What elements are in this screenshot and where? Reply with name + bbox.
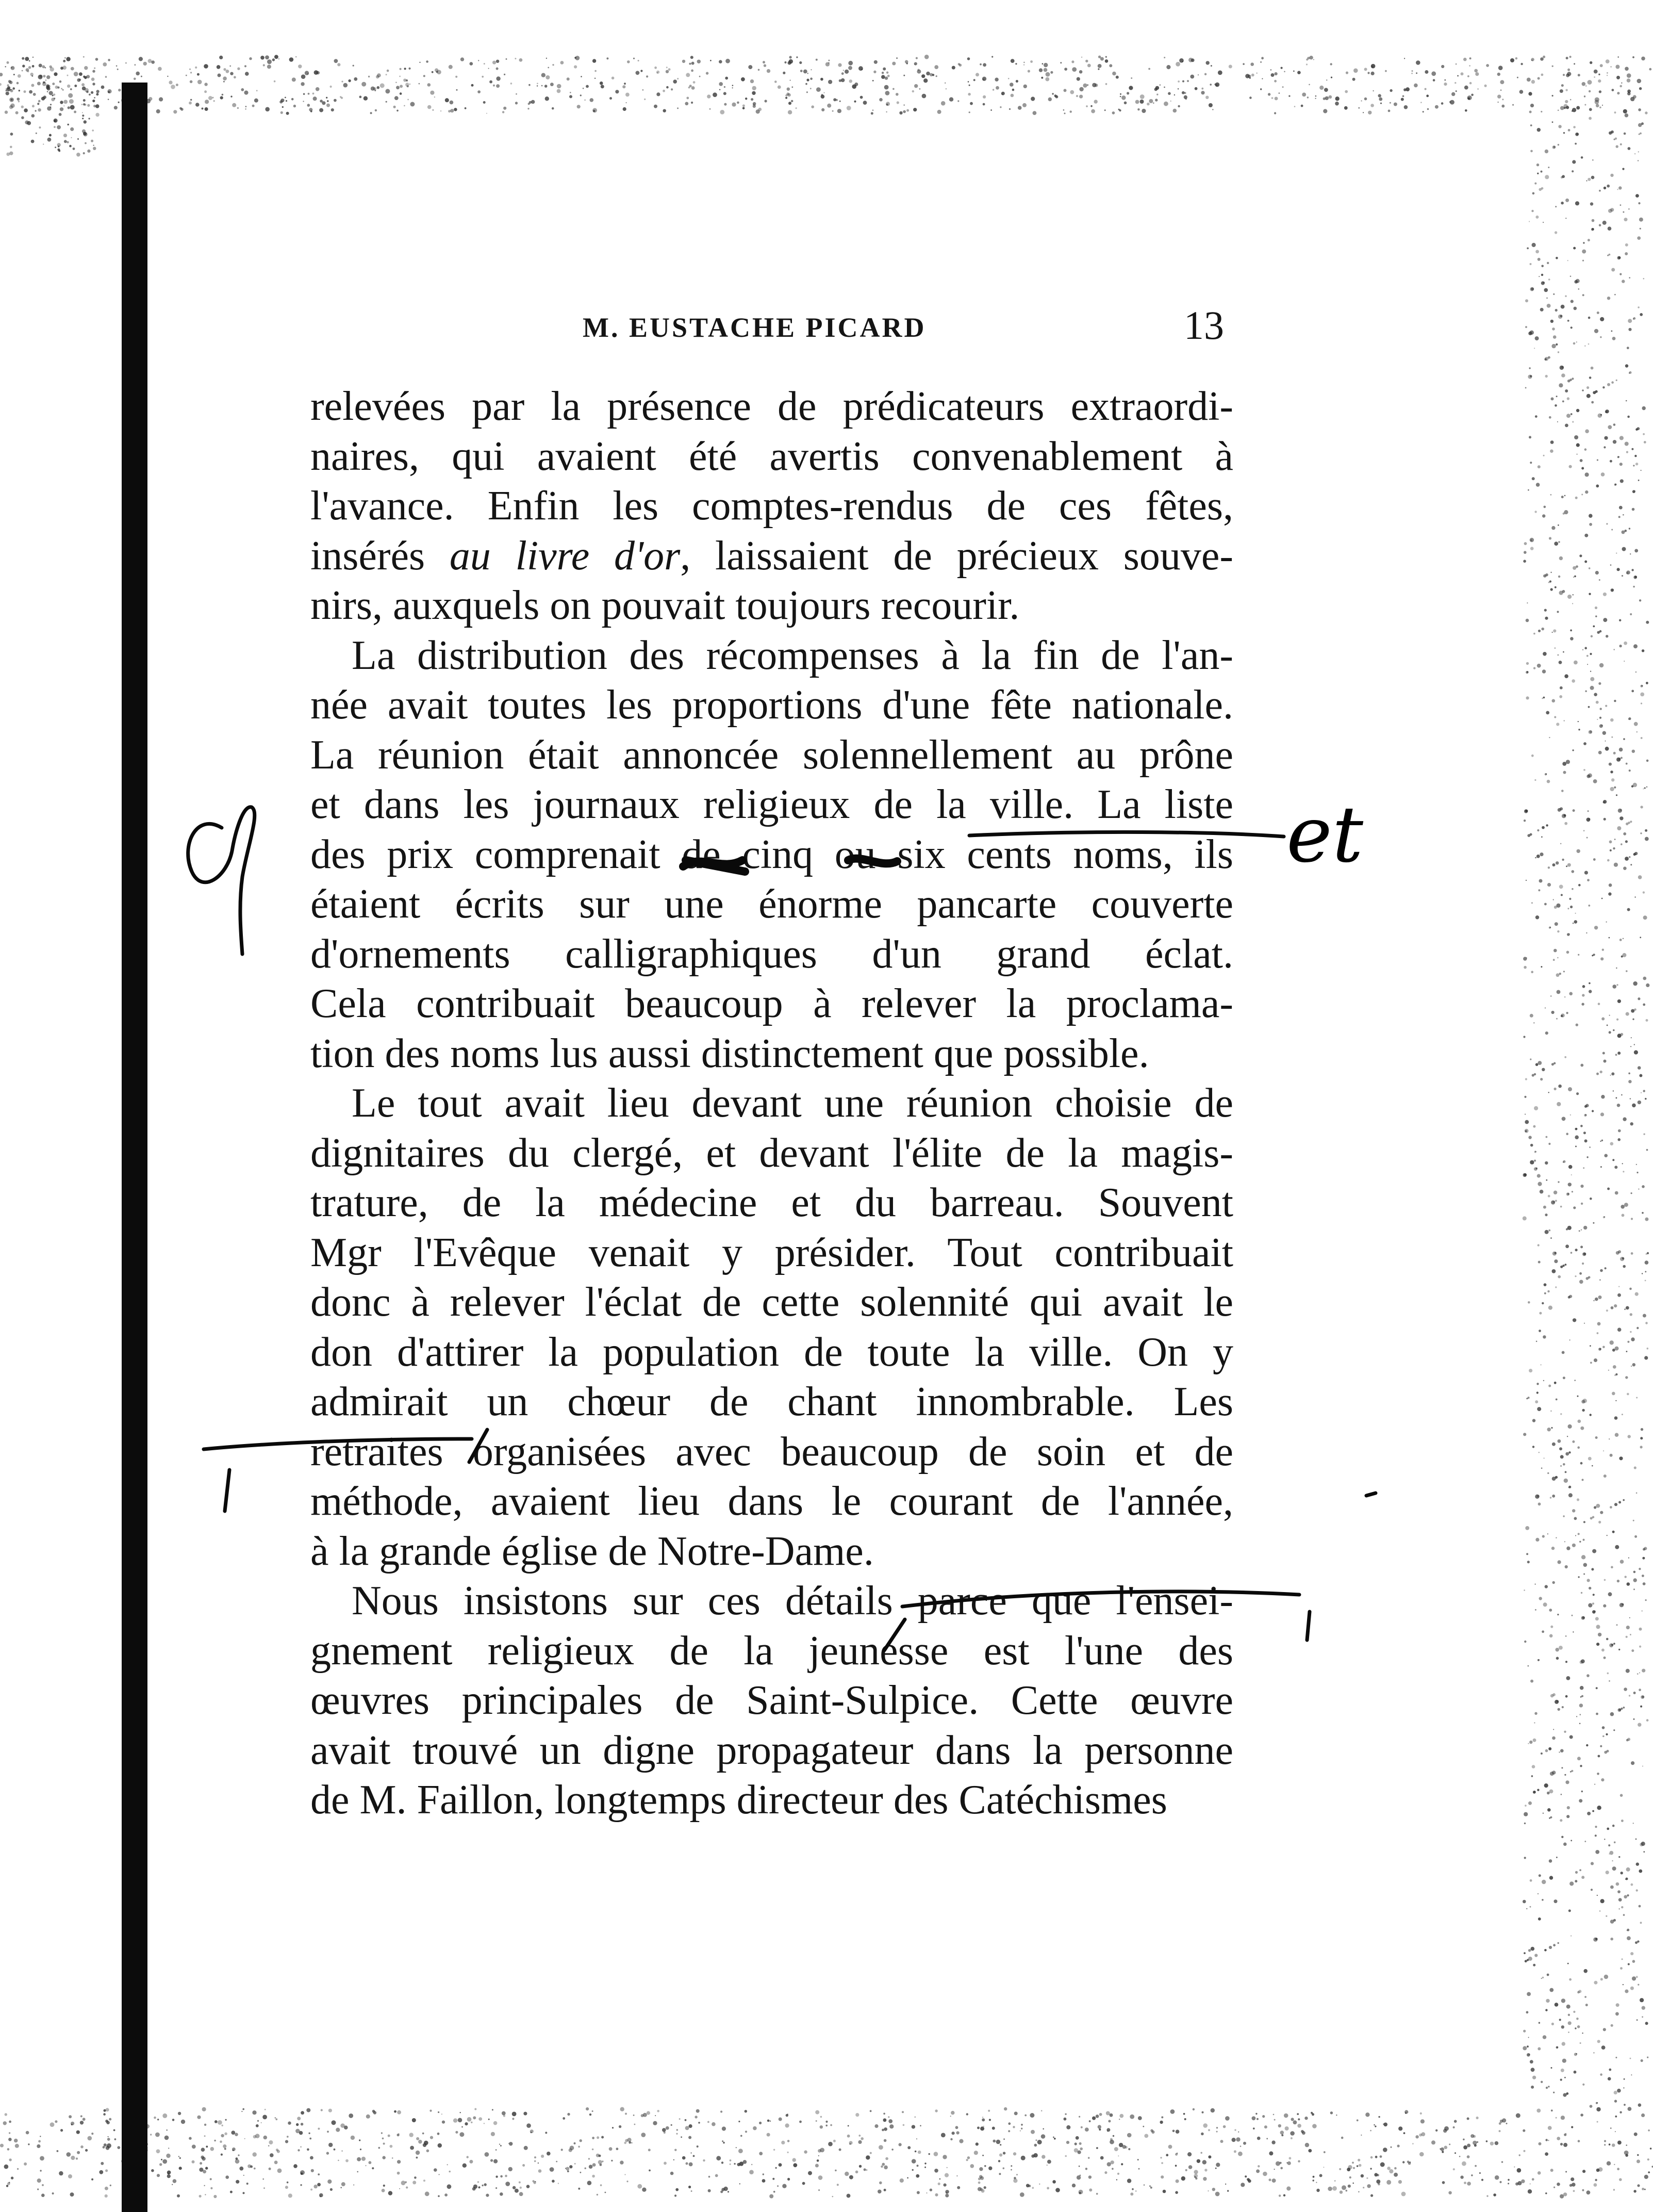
text-line: des prix comprenait de cinq ou six cents noms, ils bbox=[310, 831, 1233, 877]
text-line: Mgr l'Evêque venait y présider. Tout contribuait bbox=[310, 1230, 1233, 1275]
text-line: naires, qui avaient été avertis convenablement à bbox=[310, 433, 1233, 479]
binding-shadow bbox=[122, 83, 147, 2212]
text-line: admirait un chœur de chant innombrable. Les bbox=[310, 1379, 1233, 1424]
body-text bbox=[310, 382, 1233, 1825]
text-line: tion des noms lus aussi distinctement que possible. bbox=[310, 1030, 1149, 1076]
paragraph-start: La distribution des récompenses à la fin de l'an- bbox=[352, 632, 1233, 678]
text-line: œuvres principales de Saint-Sulpice. Cette œuvre bbox=[310, 1678, 1233, 1723]
text-line: dignitaires du clergé, et devant l'élite de la magis- bbox=[310, 1130, 1233, 1176]
text-line: avait trouvé un digne propagateur dans la personne bbox=[310, 1727, 1233, 1773]
text-line: donc à relever l'éclat de cette solennité qui avait le bbox=[310, 1280, 1233, 1325]
text-line: et dans les journaux religieux de la ville. La liste bbox=[310, 782, 1233, 827]
text-line: de M. Faillon, longtemps directeur des Catéchismes bbox=[310, 1777, 1167, 1823]
text-line: La réunion était annoncée solennellement au prône bbox=[310, 732, 1233, 778]
text-line: l'avance. Enfin les comptes-rendus de ces fêtes, bbox=[310, 483, 1233, 529]
text-line: méthode, avaient lieu dans le courant de l'année, bbox=[310, 1479, 1233, 1524]
text-line: Cela contribuait beaucoup à relever la proclama- bbox=[310, 981, 1233, 1026]
text-line-with-italic: insérés au livre d'or, laissaient de précieux souve- bbox=[310, 533, 1234, 579]
italic-title: au livre d'or bbox=[449, 533, 681, 579]
text-line: d'ornements calligraphiques d'un grand éclat. bbox=[310, 931, 1233, 977]
paragraph-start: Le tout avait lieu devant une réunion choisie de bbox=[352, 1080, 1233, 1126]
page-number: 13 bbox=[1184, 303, 1224, 348]
text-line: relevées par la présence de prédicateurs extraordi- bbox=[310, 384, 1233, 429]
text-line: à la grande église de Notre-Dame. bbox=[310, 1528, 874, 1574]
text-line: étaient écrits sur une énorme pancarte couverte bbox=[310, 881, 1233, 927]
margin-insert-text: et bbox=[1286, 790, 1364, 880]
text-line: née avait toutes les proportions d'une fête nationale. bbox=[310, 682, 1233, 728]
text-line: gnement religieux de la jeunesse est l'une des bbox=[310, 1628, 1233, 1674]
text-line: don d'attirer la population de toute la ville. On y bbox=[310, 1329, 1233, 1375]
running-head: M. EUSTACHE PICARD bbox=[583, 312, 927, 343]
text-line: retraites organisées avec beaucoup de soin et de bbox=[310, 1429, 1233, 1474]
text-line: nirs, auxquels on pouvait toujours recourir. bbox=[310, 583, 1020, 628]
paragraph-start: Nous insistons sur ces détails parce que l'ensei- bbox=[352, 1578, 1233, 1624]
text-line: trature, de la médecine et du barreau. Souvent bbox=[310, 1180, 1233, 1225]
